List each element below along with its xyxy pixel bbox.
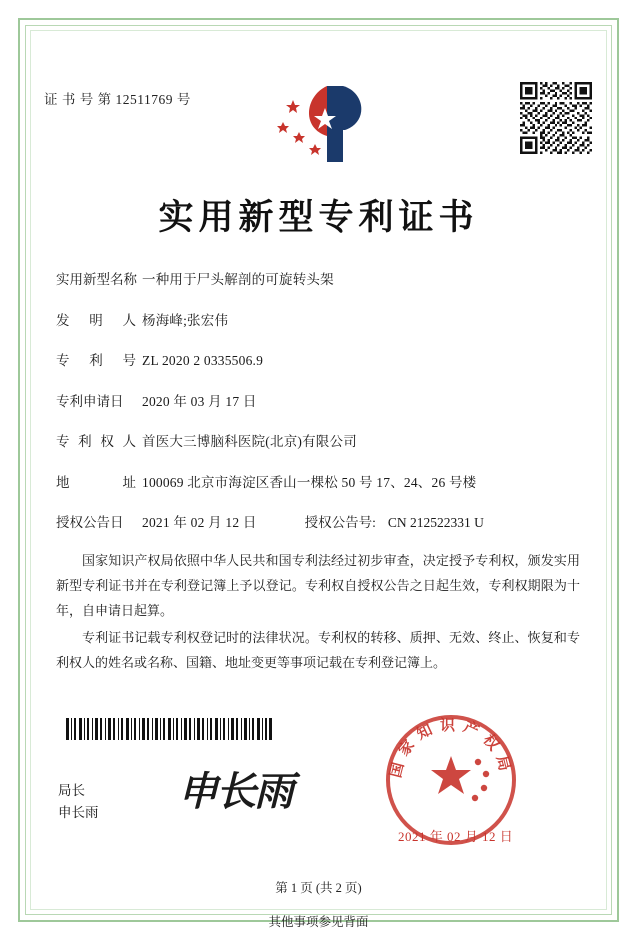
barcode-icon (66, 718, 272, 740)
signature-labels (58, 780, 99, 824)
director-title-label: 局长 (58, 783, 85, 798)
corner-ornament-top-left (18, 18, 44, 44)
field-label: 专 利 权 人 (56, 434, 136, 449)
handwritten-signature: 申长雨 (178, 768, 292, 815)
field-sub-label: 授权公告号: (304, 515, 376, 530)
field-row-address (56, 471, 576, 491)
field-list (56, 268, 576, 552)
field-value: 杨海峰;张宏伟 (142, 312, 229, 328)
field-sub-value: CN 212522331 U (387, 515, 484, 530)
field-value: 2020 年 03 月 17 日 (142, 393, 257, 409)
field-label: 授权公告日 (56, 515, 124, 530)
field-label: 专 利 号 (56, 353, 136, 368)
field-row-application-date (56, 390, 576, 410)
field-row-utility-model-name (56, 268, 576, 288)
page-title: 实用新型专利证书 (158, 197, 479, 238)
page-number: 第 1 页 (共 2 页) (275, 881, 362, 895)
field-value: 100069 北京市海淀区香山一棵松 50 号 17、24、26 号楼 (142, 474, 477, 490)
director-name-label: 申长雨 (58, 805, 99, 820)
svg-text:国家知识产权局: 国家知识产权局 (386, 716, 516, 780)
legal-paragraph-1: 国家知识产权局依照中华人民共和国专利法经过初步审查，决定授予专利权，颁发实用新型专利证书并在专利登记簿上予以登记。专利权自授权公告之日起生效，专利权期限为十年，自申请日起算。 (56, 553, 580, 618)
seal-date: 2021 年 02 月 12 日 (398, 829, 514, 844)
qr-code-icon (520, 82, 592, 154)
certificate-number: 证 书 号 第 12511769 号 (44, 92, 191, 107)
field-row-grant-announcement (56, 511, 576, 531)
back-side-note: 其他事项参见背面 (268, 915, 369, 929)
field-row-inventor (56, 309, 576, 329)
field-value: 首医大三博脑科医院(北京)有限公司 (142, 434, 357, 449)
legal-paragraph-2: 专利证书记载专利权登记时的法律状况。专利权的转移、质押、无效、终止、恢复和专利权人的姓名或名称、国籍、地址变更等事项记载在专利登记簿上。 (56, 630, 580, 670)
corner-ornament-top-right (593, 18, 619, 44)
field-label: 发 明 人 (56, 312, 136, 328)
cnipa-logo-icon (265, 78, 373, 170)
field-label: 地 址 (56, 474, 136, 490)
field-row-patent-number (56, 349, 576, 369)
legal-text-block (56, 548, 580, 677)
field-value: 2021 年 02 月 12 日 (142, 515, 257, 530)
field-value: ZL 2020 2 0335506.9 (142, 353, 264, 368)
field-label: 实用新型名称 (56, 272, 137, 287)
field-row-patentee (56, 430, 576, 450)
field-label: 专利申请日 (56, 393, 124, 409)
field-value: 一种用于尸头解剖的可旋转头架 (142, 272, 334, 287)
